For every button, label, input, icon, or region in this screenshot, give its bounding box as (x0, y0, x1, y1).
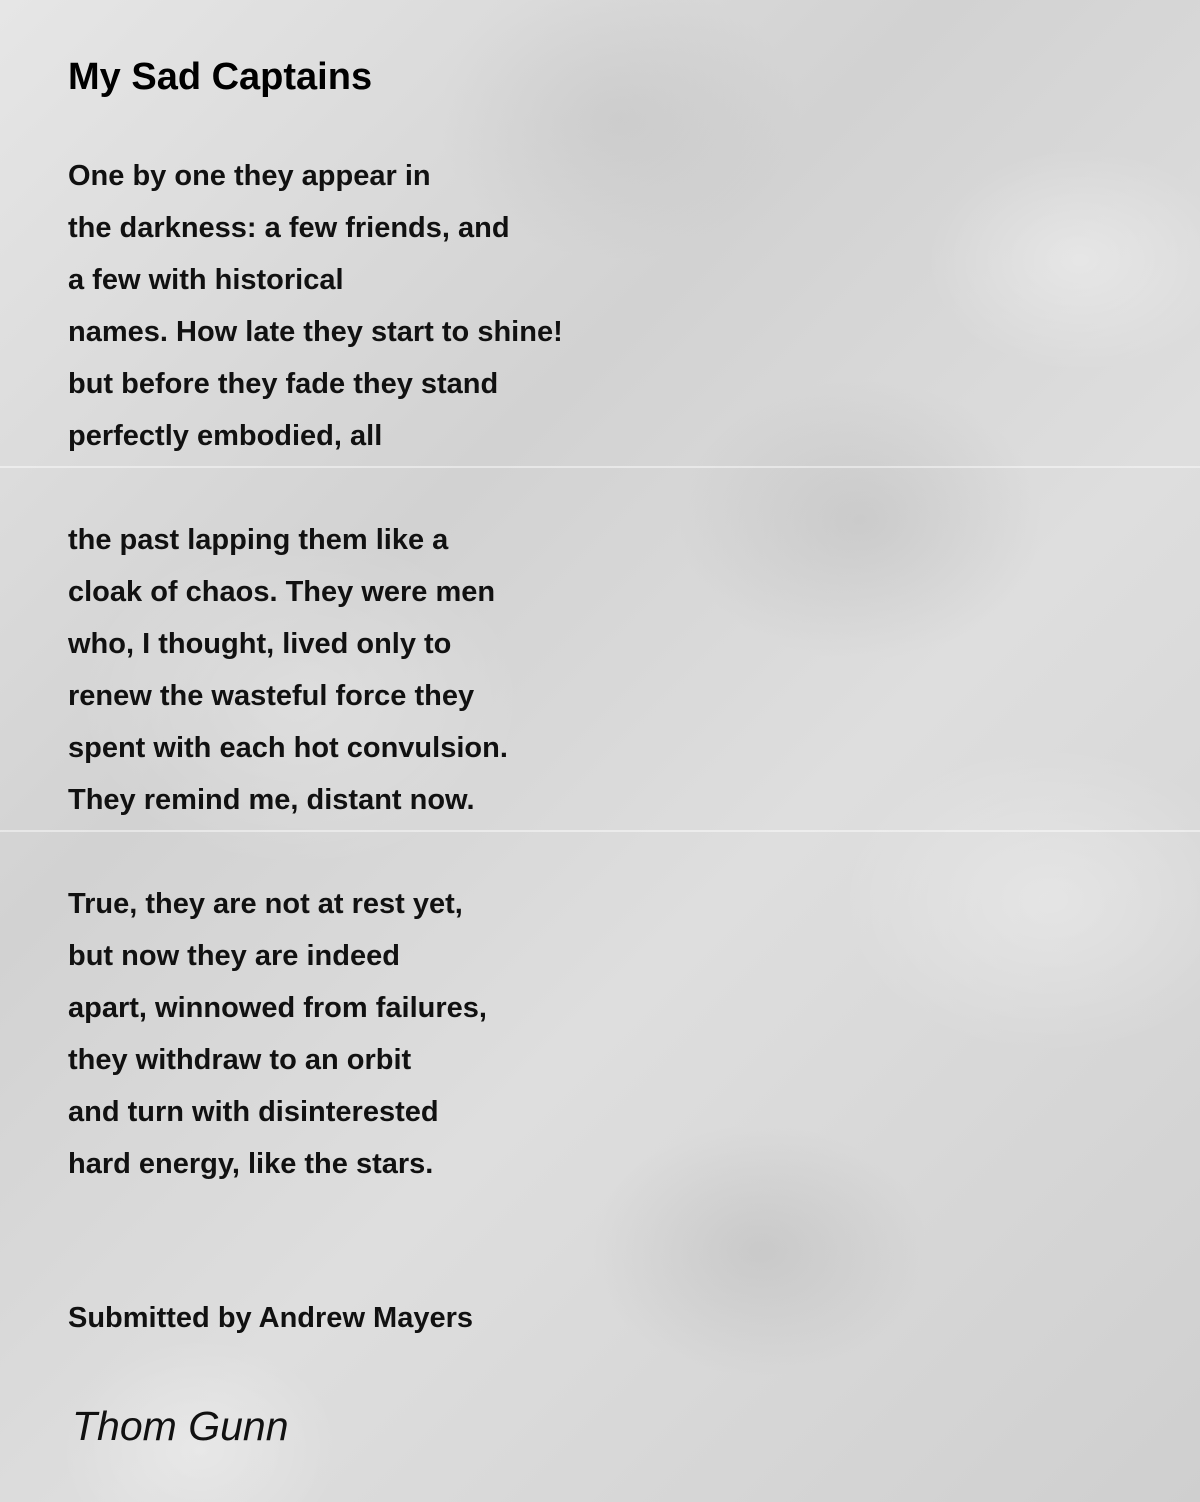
poem-line: who, I thought, lived only to (68, 628, 452, 660)
poem-line: renew the wasteful force they (68, 680, 475, 712)
poem-line: apart, winnowed from failures, (68, 992, 487, 1024)
poem-line: a few with historical (68, 264, 344, 296)
poem-line: True, they are not at rest yet, (68, 888, 463, 920)
stanza-1 (68, 150, 563, 462)
background-seam (0, 830, 1200, 832)
stanza-2 (68, 514, 508, 826)
poem-line: hard energy, like the stars. (68, 1148, 434, 1180)
poem-line: but before they fade they stand (68, 368, 499, 400)
poem-line: they withdraw to an orbit (68, 1044, 412, 1076)
poem-line: They remind me, distant now. (68, 784, 475, 816)
poem-line: and turn with disinterested (68, 1096, 439, 1128)
poem-line: cloak of chaos. They were men (68, 576, 496, 608)
poem-line: perfectly embodied, all (68, 420, 383, 452)
stanza-3 (68, 878, 487, 1190)
poem-line: names. How late they start to shine! (68, 316, 563, 348)
poem-line: but now they are indeed (68, 940, 400, 972)
poem-line: the past lapping them like a (68, 524, 449, 556)
background-seam (0, 466, 1200, 468)
poem-line: the darkness: a few friends, and (68, 212, 510, 244)
submitted-by: Submitted by Andrew Mayers (68, 1302, 474, 1334)
poem-line: spent with each hot convulsion. (68, 732, 508, 764)
poem-line: One by one they appear in (68, 160, 431, 192)
poem-title: My Sad Captains (68, 56, 373, 98)
poem-author: Thom Gunn (72, 1403, 289, 1449)
